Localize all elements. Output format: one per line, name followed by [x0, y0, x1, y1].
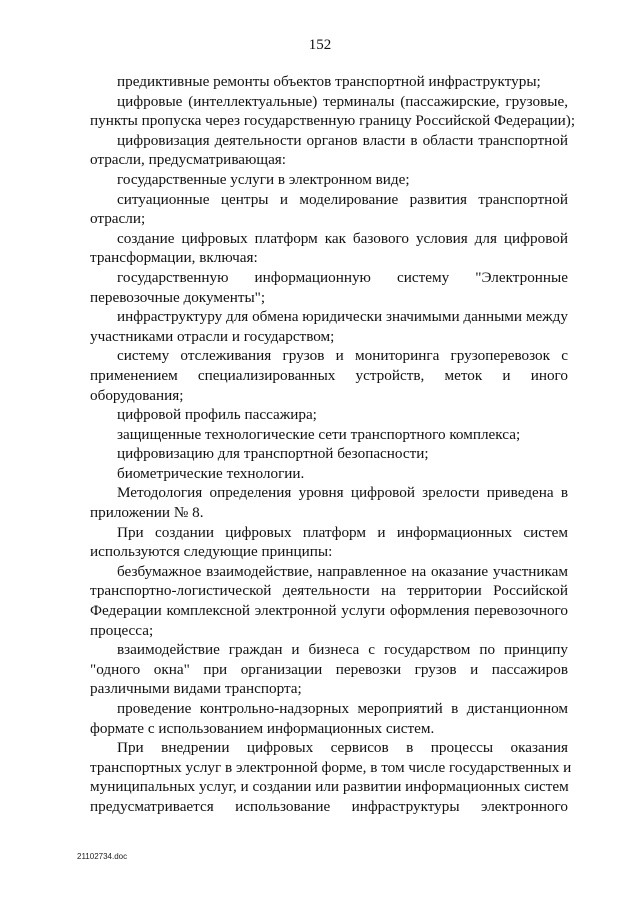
text-line: применением специализированных устройств, меток и иного — [90, 366, 568, 384]
text-line: Методология определения уровня цифровой зрелости приведена в — [117, 484, 568, 502]
page-number: 152 — [308, 37, 332, 53]
text-line: безбумажное взаимодействие, направленное на оказание участникам — [117, 562, 568, 580]
document-body — [90, 72, 576, 817]
text-line: трансформации, включая: — [90, 249, 258, 267]
text-line: оборудования; — [90, 386, 184, 404]
text-line: муниципальных услуг, и создании или развитии информационных систем — [90, 778, 569, 796]
text-line: участниками отрасли и государством; — [90, 327, 335, 345]
text-line: цифровизацию для транспортной безопасности; — [117, 445, 429, 463]
text-line: предусматривается использование инфраструктуры электронного — [90, 797, 568, 815]
text-line: государственную информационную систему "Электронные — [117, 268, 568, 286]
text-line: государственные услуги в электронном виде; — [117, 170, 410, 188]
text-line: При внедрении цифровых сервисов в процессы оказания — [117, 739, 568, 757]
text-line: транспортно-логистической деятельности на территории Российской — [90, 582, 568, 600]
text-line: отрасли, предусматривающая: — [90, 151, 287, 169]
text-line: создание цифровых платформ как базового условия для цифровой — [117, 229, 568, 247]
text-line: используются следующие принципы: — [90, 543, 333, 561]
text-line: цифровые (интеллектуальные) терминалы (пассажирские, грузовые, — [117, 92, 568, 110]
document-filename: 21102734.doc — [77, 852, 128, 861]
text-line: "одного окна" при организации перевозки грузов и пассажиров — [90, 660, 568, 678]
text-line: защищенные технологические сети транспортного комплекса; — [117, 425, 521, 443]
text-line: цифровой профиль пассажира; — [117, 406, 317, 424]
text-line: отрасли; — [90, 210, 146, 228]
text-line: пункты пропуска через государственную границу Российской Федерации); — [90, 112, 576, 130]
text-line: При создании цифровых платформ и информационных систем — [117, 523, 568, 541]
text-line: взаимодействие граждан и бизнеса с государством по принципу — [117, 641, 568, 659]
text-line: инфраструктуру для обмена юридически значимыми данными между — [117, 308, 568, 326]
text-line: приложении № 8. — [90, 504, 204, 522]
text-line: цифровизация деятельности органов власти в области транспортной — [117, 131, 568, 149]
text-line: ситуационные центры и моделирование развития транспортной — [117, 190, 568, 208]
text-line: систему отслеживания грузов и мониторинга грузоперевозок с — [117, 347, 568, 365]
text-line: биометрические технологии. — [117, 464, 305, 482]
text-line: транспортных услуг в электронной форме, в том числе государственных и — [90, 758, 572, 776]
text-line: процесса; — [90, 621, 154, 639]
text-line: проведение контрольно-надзорных мероприятий в дистанционном — [117, 700, 568, 717]
text-line: различными видами транспорта; — [90, 680, 302, 698]
text-line: предиктивные ремонты объектов транспортной инфраструктуры; — [117, 73, 541, 90]
text-line: Федерации комплексной электронной услуги оформления перевозочного — [90, 602, 568, 620]
text-line: формате с использованием информационных систем. — [90, 719, 435, 737]
text-line: перевозочные документы"; — [90, 288, 266, 306]
